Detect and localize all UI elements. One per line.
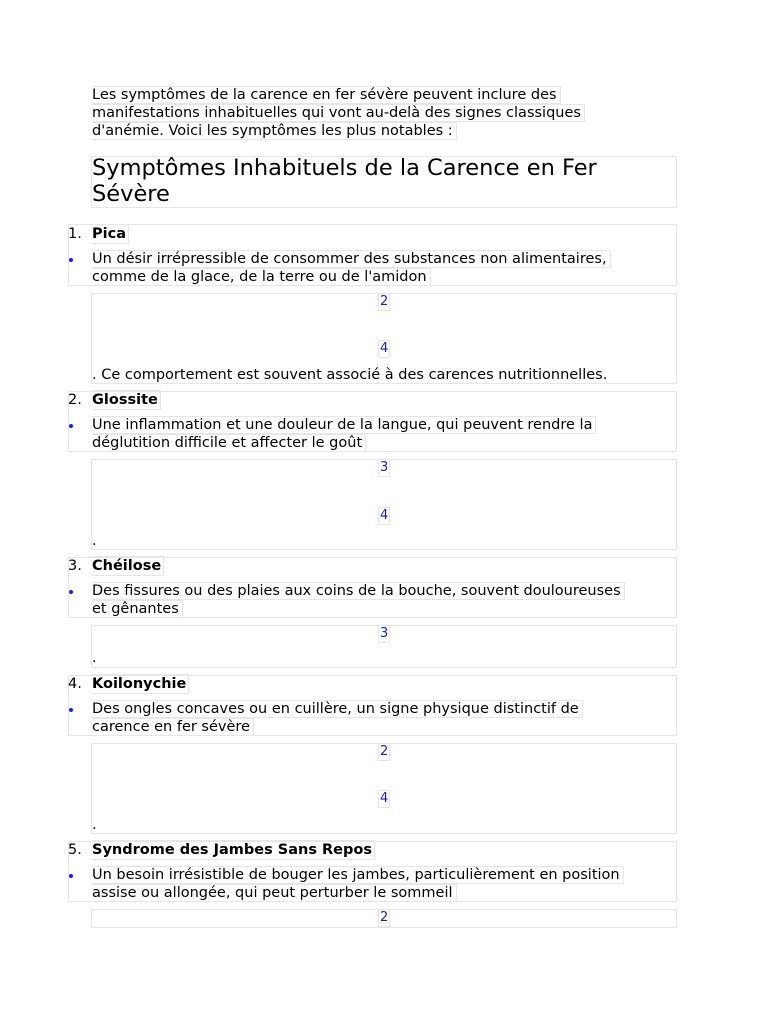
symptom-5-desc-line-1: Un besoin irrésistible de bouger les jambes, particulièrement en position bbox=[92, 866, 624, 884]
symptom-2-bullet bbox=[69, 424, 73, 428]
symptom-5-ref-link[interactable]: 2 bbox=[380, 910, 389, 925]
symptom-1-number: 1. bbox=[68, 226, 82, 242]
symptom-1-ref-link[interactable]: 4 bbox=[380, 341, 389, 356]
symptom-3-ref-link[interactable]: 3 bbox=[380, 626, 389, 641]
symptom-4-desc-line-2: carence en fer sévère bbox=[92, 718, 254, 736]
symptom-3-desc-line-1: Des fissures ou des plaies aux coins de la bouche, souvent douloureuses bbox=[92, 582, 625, 600]
intro-line-2: manifestations inhabituelles qui vont au-delà des signes classiques bbox=[92, 104, 585, 122]
symptom-1-desc-line-2: comme de la glace, de la terre ou de l'amidon bbox=[92, 268, 431, 286]
symptom-4-ref-link[interactable]: 4 bbox=[380, 791, 389, 806]
symptom-2-trailing-text: . bbox=[92, 533, 97, 549]
symptom-5-number: 5. bbox=[68, 842, 82, 858]
symptom-1-bullet bbox=[69, 258, 73, 262]
symptom-1-trailing-text: . Ce comportement est souvent associé à des carences nutritionnelles. bbox=[92, 367, 608, 383]
symptom-4-desc-line-1: Des ongles concaves ou en cuillère, un signe physique distinctif de bbox=[92, 700, 583, 718]
symptom-4-name: Koilonychie bbox=[92, 674, 189, 694]
symptom-2-desc-line-2: déglutition difficile et affecter le goût bbox=[92, 434, 366, 452]
symptom-3-trailing-text: . bbox=[92, 650, 97, 666]
symptom-2-ref-link[interactable]: 3 bbox=[380, 460, 389, 475]
symptom-2-ref-link[interactable]: 4 bbox=[380, 508, 389, 523]
symptom-3-name: Chéilose bbox=[92, 556, 164, 576]
intro-line-3: d'anémie. Voici les symptômes les plus notables : bbox=[92, 122, 457, 140]
symptom-2-desc-line-1: Une inflammation et une douleur de la langue, qui peuvent rendre la bbox=[92, 416, 596, 434]
symptom-5-bullet bbox=[69, 874, 73, 878]
symptom-2-name: Glossite bbox=[92, 390, 161, 410]
symptom-1-ref-link[interactable]: 2 bbox=[380, 294, 389, 309]
symptom-4-ref-link[interactable]: 2 bbox=[380, 744, 389, 759]
symptom-4-trailing-text: . bbox=[92, 817, 97, 833]
symptom-2-number: 2. bbox=[68, 392, 82, 408]
section-title-line-2: Sévère bbox=[92, 181, 170, 207]
symptom-4-number: 4. bbox=[68, 676, 82, 692]
symptom-1-name: Pica bbox=[92, 224, 129, 244]
symptom-1-desc-line-1: Un désir irrépressible de consommer des substances non alimentaires, bbox=[92, 250, 611, 268]
symptom-3-number: 3. bbox=[68, 558, 82, 574]
symptom-3-bullet bbox=[69, 590, 73, 594]
symptom-5-desc-line-2: assise ou allongée, qui peut perturber le sommeil bbox=[92, 884, 457, 902]
intro-line-1: Les symptômes de la carence en fer sévère peuvent inclure des bbox=[92, 86, 561, 104]
symptom-3-desc-line-2: et gênantes bbox=[92, 600, 183, 618]
symptom-4-bullet bbox=[69, 708, 73, 712]
symptom-5-name: Syndrome des Jambes Sans Repos bbox=[92, 840, 375, 860]
section-title-line-1: Symptômes Inhabituels de la Carence en Fer bbox=[92, 155, 597, 181]
